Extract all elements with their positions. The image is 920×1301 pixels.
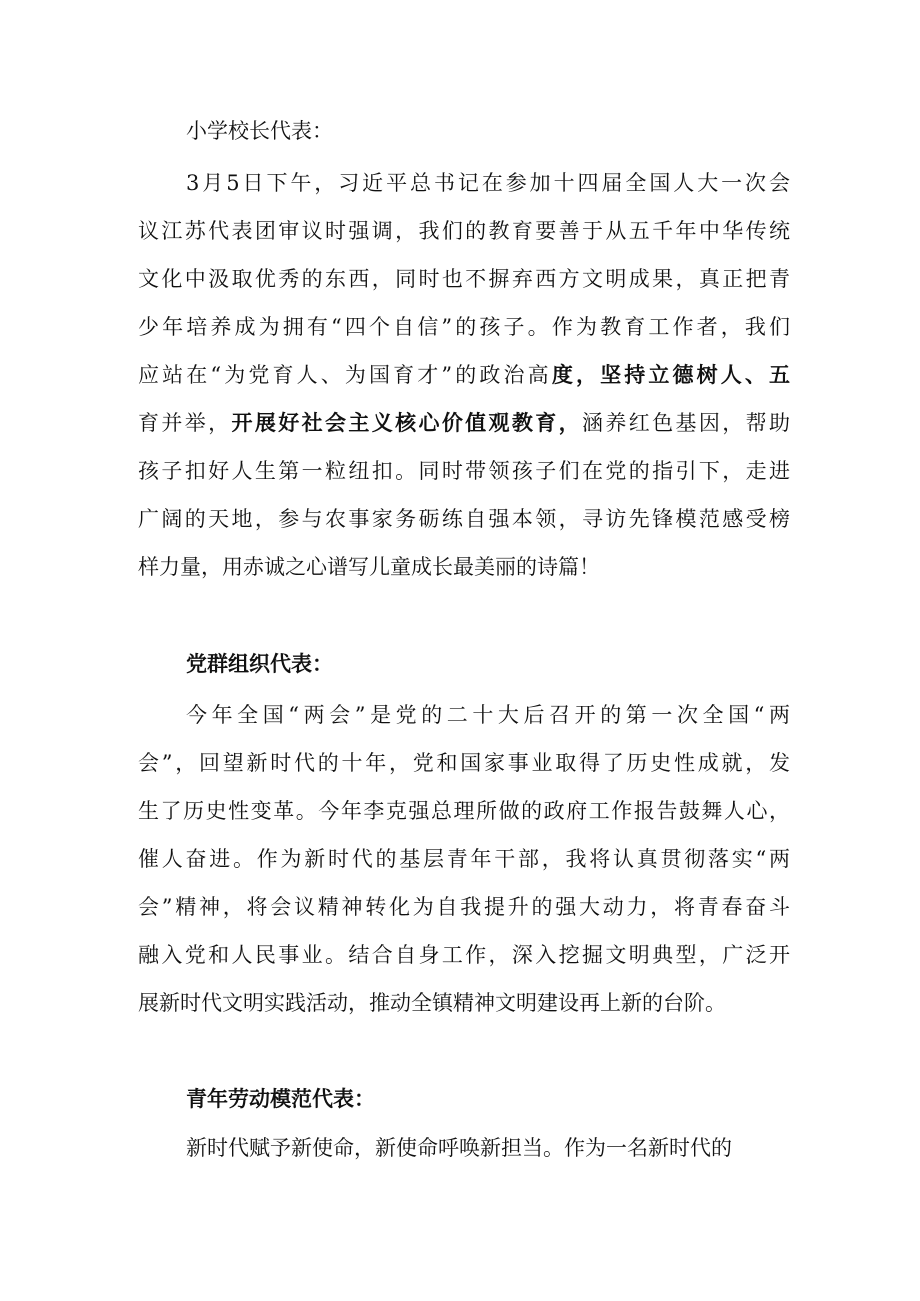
- paragraph-line: 今年全国“两会”是党的二十大后召开的第一次全国“两: [186, 703, 790, 727]
- paragraph-line-mixed: [138, 360, 790, 390]
- paragraph-line: 议江苏代表团审议时强调，我们的教育要善于从五千年中华传统: [138, 219, 790, 243]
- paragraph-line: 孩子扣好人生第一粒纽扣。同时带领孩子们在党的指引下，走进: [138, 459, 790, 483]
- paragraph-line: 广阔的天地，参与农事家务砺练自强本领，寻访先锋模范感受榜: [138, 507, 790, 531]
- paragraph-line: 3月5日下午，习近平总书记在参加十四届全国人大一次会: [186, 171, 790, 195]
- paragraph-line: 少年培养成为拥有“四个自信”的孩子。作为教育工作者，我们: [138, 315, 790, 339]
- line-text: 涵养红色基因，帮助: [582, 411, 790, 435]
- section-heading-party: 党群组织代表：: [186, 652, 333, 676]
- section-heading-labor-model: 青年劳动模范代表：: [186, 1087, 375, 1111]
- paragraph-line: 样力量，用赤诚之心谱写儿童成长最美丽的诗篇！: [138, 555, 600, 579]
- bold-text: 开展好社会主义核心价值观教育，: [231, 411, 583, 435]
- paragraph-line: 催人奋进。作为新时代的基层青年干部，我将认真贯彻落实“两: [138, 847, 790, 871]
- paragraph-line: 生了历史性变革。今年李克强总理所做的政府工作报告鼓舞人心，: [138, 799, 790, 823]
- paragraph-line: 会”精神，将会议精神转化为自我提升的强大动力，将青春奋斗: [138, 895, 790, 919]
- paragraph-line: 新时代赋予新使命，新使命呼唤新担当。作为一名新时代的: [186, 1136, 732, 1160]
- paragraph-line: 融入党和人民事业。结合自身工作，深入挖掘文明典型，广泛开: [138, 943, 790, 967]
- bold-text: 度，坚持立德树人、五: [551, 363, 790, 387]
- paragraph-line-mixed: [138, 408, 790, 438]
- line-text: 育并举，: [138, 411, 232, 435]
- line-text: 应站在“为党育人、为国育才”的政治高: [138, 363, 552, 387]
- paragraph-line: 展新时代文明实践活动，推动全镇精神文明建设再上新的台阶。: [138, 991, 726, 1015]
- paragraph-line: 文化中汲取优秀的东西，同时也不摒弃西方文明成果，真正把青: [138, 267, 790, 291]
- section-heading-principal: 小学校长代表：: [186, 119, 333, 143]
- paragraph-line: 会”，回望新时代的十年，党和国家事业取得了历史性成就，发: [138, 751, 790, 775]
